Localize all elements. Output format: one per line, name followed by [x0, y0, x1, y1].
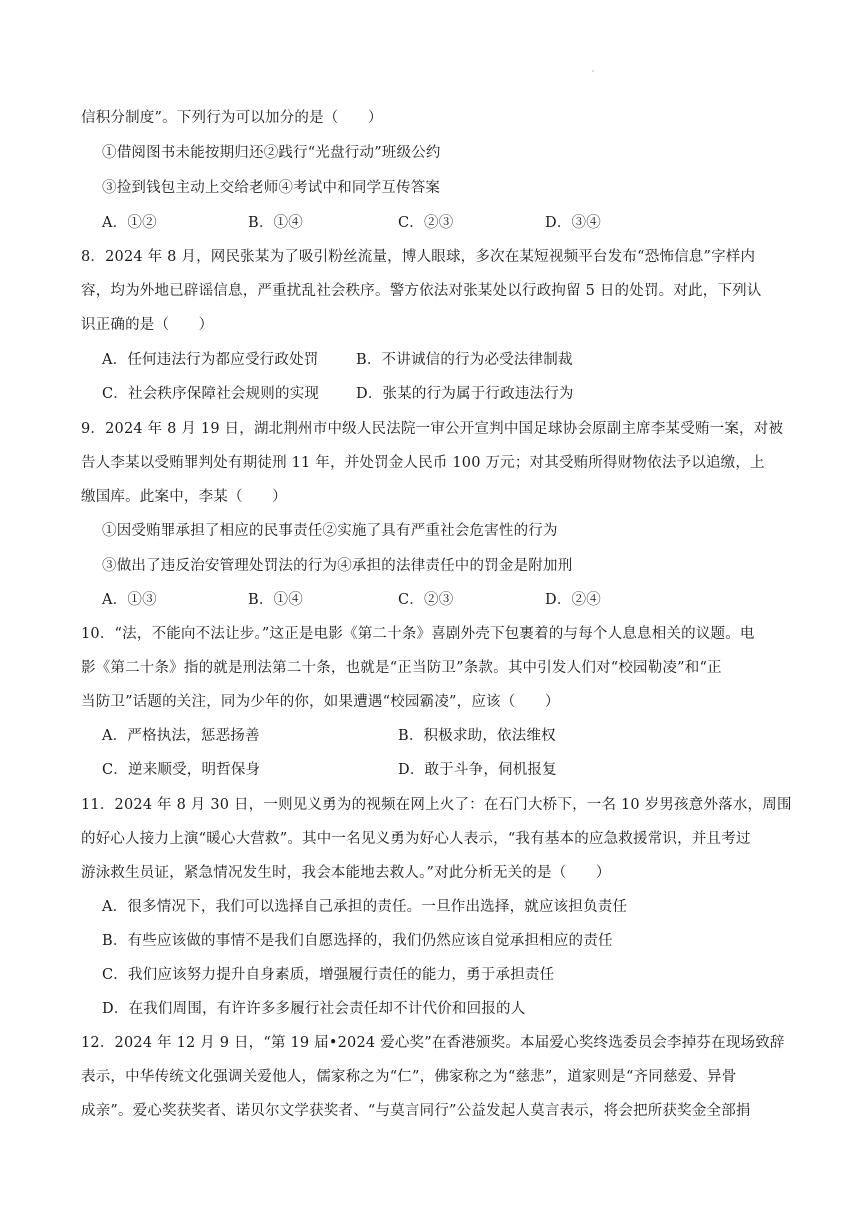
q8-choice-d[interactable]: D．张某的行为属于行政违法行为	[356, 386, 574, 402]
q9-choice-d[interactable]: D．②④	[545, 592, 601, 608]
q8-choice-a[interactable]: A．任何违法行为都应受行政处罚	[102, 352, 319, 368]
q11-stem-line-3: 游泳救生员证，紧急情况发生时，我会本能地去救人。”对此分析无关的是（ ）	[81, 865, 611, 881]
q9-stem-line-3: 缴国库。此案中，李某（ ）	[81, 489, 287, 505]
q7-choice-b[interactable]: B．①④	[248, 215, 303, 231]
q11-choice-d[interactable]: D．在我们周围，有许许多多履行社会责任却不计代价和回报的人	[102, 1001, 526, 1017]
q12-stem-line-2: 表示，中华传统文化强调关爱他人，儒家称之为“仁”，佛家称之为“慈悲”，道家则是“齐同慈爱、异骨	[81, 1069, 737, 1085]
q11-choice-b[interactable]: B．有些应该做的事情不是我们自愿选择的，我们仍然应该自觉承担相应的责任	[102, 933, 613, 949]
q11-choice-a[interactable]: A．很多情况下，我们可以选择自己承担的责任。一旦作出选择，就应该担负责任	[102, 899, 628, 915]
scan-speck	[592, 70, 594, 72]
q9-choice-a[interactable]: A．①③	[102, 592, 157, 608]
q10-stem-line-3: 当防卫”话题的关注，同为少年的你，如果遭遇“校园霸凌”，应该（ ）	[81, 694, 560, 710]
q9-items-line-2: ③做出了违反治安管理处罚法的行为④承担的法律责任中的罚金是附加刑	[102, 558, 573, 574]
q8-stem-line-2: 容，均为外地已辟谣信息，严重扰乱社会秩序。警方依法对张某处以行政拘留 5 日的处罚。对此，下列认	[81, 283, 762, 299]
q7-choice-a[interactable]: A．①②	[102, 215, 157, 231]
q8-stem-line-1: 8．2024 年 8 月，网民张某为了吸引粉丝流量，博人眼球，多次在某短视频平台发布“恐怖信息”字样内	[81, 249, 756, 265]
q10-choice-b[interactable]: B．积极求助，依法维权	[398, 728, 556, 744]
q10-choice-c[interactable]: C．逆来顺受，明哲保身	[102, 762, 261, 778]
q11-choice-c[interactable]: C．我们应该努力提升自身素质，增强履行责任的能力，勇于承担责任	[102, 967, 555, 983]
q9-choice-b[interactable]: B．①④	[248, 592, 303, 608]
q8-stem-line-3: 识正确的是（ ）	[81, 317, 214, 333]
q7-items-line-2: ③捡到钱包主动上交给老师④考试中和同学互传答案	[102, 180, 441, 196]
q7-items-line-1: ①借阅图书未能按期归还②践行“光盘行动”班级公约	[102, 145, 441, 161]
q9-choice-c[interactable]: C．②③	[398, 592, 454, 608]
q8-choice-b[interactable]: B．不讲诚信的行为必受法律制裁	[356, 352, 573, 368]
q7-choice-c[interactable]: C．②③	[398, 215, 454, 231]
q7-choice-d[interactable]: D．③④	[545, 215, 601, 231]
q8-choice-c[interactable]: C．社会秩序保障社会规则的实现	[102, 386, 320, 402]
q9-stem-line-2: 告人李某以受贿罪判处有期徒刑 11 年，并处罚金人民币 100 万元；对其受贿所得财物依法予以追缴，上	[81, 455, 765, 471]
q10-stem-line-1: 10．“法，不能向不法让步。”这正是电影《第二十条》喜剧外壳下包裹着的与每个人息息相关的议题。电	[81, 626, 755, 642]
q11-stem-line-2: 的好心人接力上演“暖心大营救”。其中一名见义勇为好心人表示，“我有基本的应急救援常识，并且考过	[81, 831, 751, 847]
q7-stem-tail: 信积分制度”。下列行为可以加分的是（ ）	[81, 110, 383, 126]
q12-stem-line-1: 12．2024 年 12 月 9 日，“第 19 届•2024 爱心奖”在香港颁奖。本届爱心奖终选委员会李掉芬在现场致辞	[81, 1035, 785, 1051]
q10-choice-d[interactable]: D．敢于斗争，伺机报复	[398, 762, 557, 778]
q10-stem-line-2: 影《第二十条》指的就是刑法第二十条，也就是“正当防卫”条款。其中引发人们对“校园勒凌”和“正	[81, 660, 722, 676]
q9-stem-line-1: 9．2024 年 8 月 19 日，湖北荆州市中级人民法院一审公开宣判中国足球协会原副主席李某受贿一案，对被	[81, 421, 784, 437]
q10-choice-a[interactable]: A．严格执法，惩恶扬善	[102, 728, 260, 744]
q11-stem-line-1: 11．2024 年 8 月 30 日，一则见义勇为的视频在网上火了：在石门大桥下，一名 10 岁男孩意外落水，周围	[81, 797, 792, 813]
q9-items-line-1: ①因受贿罪承担了相应的民事责任②实施了具有严重社会危害性的行为	[102, 523, 558, 539]
q12-stem-line-3: 成亲”。爱心奖获奖者、诺贝尔文学获奖者、“与莫言同行”公益发起人莫言表示，将会把所获奖金全部捐	[81, 1103, 751, 1119]
